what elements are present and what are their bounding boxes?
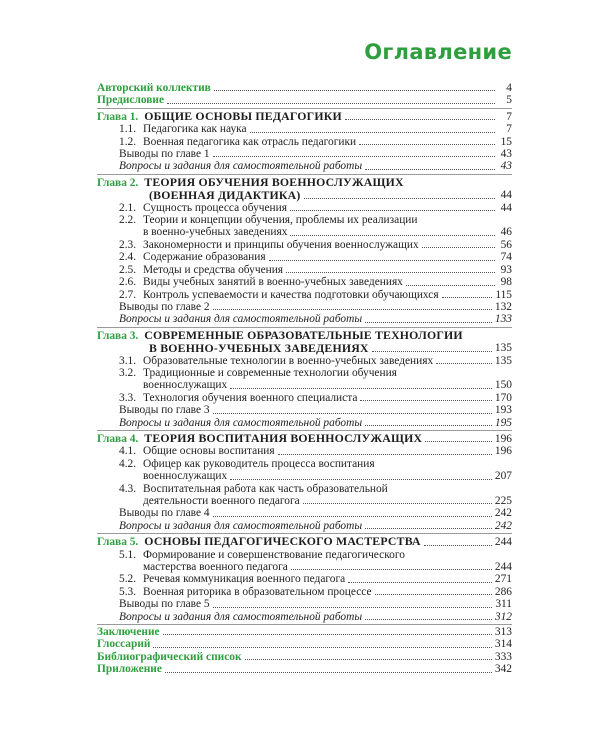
section-number: 4.2. xyxy=(119,457,137,470)
chapter-number: Глава 4. xyxy=(97,432,139,445)
page-number: 150 xyxy=(494,379,512,392)
toc-summary[interactable] xyxy=(97,148,512,160)
toc-summary[interactable] xyxy=(97,404,512,416)
section-number: 1.2. xyxy=(119,135,137,148)
leader-dots xyxy=(230,388,492,389)
entry-label: Приложение xyxy=(97,663,162,676)
summary-label: Выводы по главе 3 xyxy=(119,404,210,417)
toc-summary[interactable] xyxy=(97,507,512,519)
entry-label: Предисловие xyxy=(97,94,165,107)
page-number: 43 xyxy=(500,160,512,173)
chapter-title: ОБЩИЕ ОСНОВЫ ПЕДАГОГИКИ xyxy=(144,108,342,123)
page-number: 135 xyxy=(494,342,512,355)
toc-chapter-4[interactable] xyxy=(97,432,512,445)
leader-dots xyxy=(213,413,492,414)
questions-label: Вопросы и задания для самостоятельной работы xyxy=(119,519,363,532)
leader-dots xyxy=(250,132,495,133)
leader-dots xyxy=(365,528,492,529)
leader-dots xyxy=(213,309,492,310)
entry-label: Заключение xyxy=(97,626,160,639)
toc-section[interactable] xyxy=(97,136,512,148)
toc-questions[interactable] xyxy=(97,520,512,532)
toc-entry-glossary[interactable] xyxy=(97,638,512,650)
page-number: 43 xyxy=(500,148,512,161)
leader-dots xyxy=(213,516,492,517)
leader-dots xyxy=(290,210,495,211)
page-number: 44 xyxy=(500,189,512,202)
section-title-cont: мастерства военного педагога xyxy=(143,561,288,574)
section-number: 3.2. xyxy=(119,366,137,379)
page-number: 170 xyxy=(494,391,512,404)
toc-questions[interactable] xyxy=(97,160,512,172)
page-number: 196 xyxy=(494,445,512,458)
divider xyxy=(97,624,512,625)
page-number: 132 xyxy=(494,300,512,313)
toc-section[interactable] xyxy=(97,251,512,263)
leader-dots xyxy=(214,90,495,91)
page-number: 46 xyxy=(500,226,512,239)
page-number: 313 xyxy=(494,626,512,639)
section-number: 2.3. xyxy=(119,238,137,251)
leader-dots xyxy=(345,119,495,120)
page-number: 242 xyxy=(494,519,512,532)
section-title: Контроль успеваемости и качества подготовки обучающихся xyxy=(143,288,439,301)
section-number: 2.7. xyxy=(119,288,137,301)
toc-section[interactable] xyxy=(97,392,512,404)
page-number: 225 xyxy=(494,495,512,507)
toc-section[interactable] xyxy=(97,123,512,135)
entry-label: Авторский коллектив xyxy=(97,82,211,94)
section-title-cont: военнослужащих xyxy=(143,379,228,392)
section-title: Содержание образования xyxy=(143,251,266,264)
chapter-4-block xyxy=(97,430,512,532)
chapter-number: Глава 2. xyxy=(97,176,139,189)
leader-dots xyxy=(245,659,492,660)
page-number: 242 xyxy=(494,507,512,520)
summary-label: Выводы по главе 4 xyxy=(119,507,210,520)
section-number: 4.3. xyxy=(119,482,137,495)
chapter-title-cont: (ВОЕННАЯ ДИДАКТИКА) xyxy=(149,188,301,203)
page-number: 244 xyxy=(494,561,512,574)
section-title: Общие основы воспитания xyxy=(143,445,275,458)
section-title: Формирование и совершенствование педагогического xyxy=(143,548,405,561)
page-number: 311 xyxy=(495,598,512,611)
section-number: 3.1. xyxy=(119,354,137,367)
toc-chapter-2[interactable] xyxy=(97,176,512,189)
leader-dots xyxy=(213,156,495,157)
summary-label: Выводы по главе 2 xyxy=(119,300,210,313)
section-title: Сущность процесса обучения xyxy=(143,201,287,214)
chapter-title: ТЕОРИЯ ВОСПИТАНИЯ ВОЕННОСЛУЖАЩИХ xyxy=(144,430,423,445)
page-number: 135 xyxy=(494,354,512,367)
section-number: 3.3. xyxy=(119,391,137,404)
page-number: 133 xyxy=(494,313,512,326)
leader-dots xyxy=(303,503,492,504)
section-title: Образовательные технологии в военно-учебных заведениях xyxy=(143,354,434,367)
page-number: 56 xyxy=(500,238,512,251)
page-number: 4 xyxy=(506,82,512,94)
toc-section[interactable] xyxy=(97,483,512,495)
chapter-title-cont: В ВОЕННО-УЧЕБНЫХ ЗАВЕДЕНИЯХ xyxy=(149,341,369,356)
page-number: 44 xyxy=(500,201,512,214)
toc-section[interactable] xyxy=(97,355,512,367)
leader-dots xyxy=(304,198,495,199)
page-number: 15 xyxy=(500,135,512,148)
toc-section-cont[interactable] xyxy=(97,226,512,238)
leader-dots xyxy=(269,260,495,261)
page-number: 312 xyxy=(494,610,512,623)
toc-chapter-1[interactable] xyxy=(97,110,512,123)
leader-dots xyxy=(290,235,495,236)
leader-dots xyxy=(406,285,495,286)
toc-section-cont[interactable] xyxy=(97,495,512,507)
leader-dots xyxy=(365,619,492,620)
leader-dots xyxy=(365,425,492,426)
chapter-3-block xyxy=(97,327,512,429)
section-title: Военная педагогика как отрасль педагогики xyxy=(143,135,357,148)
section-title: Виды учебных занятий в военно-учебных заведениях xyxy=(143,276,403,289)
leader-dots xyxy=(348,582,492,583)
toc-section[interactable] xyxy=(97,586,512,598)
section-title-cont: деятельности военного педагога xyxy=(143,495,300,507)
toc-section[interactable] xyxy=(97,573,512,585)
section-number: 2.2. xyxy=(119,214,137,227)
section-number: 1.1. xyxy=(119,123,137,136)
toc-entry-bibliography[interactable] xyxy=(97,651,512,663)
page-number: 196 xyxy=(494,432,512,445)
section-title: Офицер как руководитель процесса воспитания xyxy=(143,457,375,470)
leader-dots xyxy=(359,144,495,145)
toc-list xyxy=(97,82,512,676)
questions-label: Вопросы и задания для самостоятельной работы xyxy=(119,160,363,173)
questions-label: Вопросы и задания для самостоятельной работы xyxy=(119,416,363,429)
toc-chapter-3-cont[interactable] xyxy=(97,342,512,354)
leader-dots xyxy=(167,103,495,104)
section-title-cont: военнослужащих xyxy=(143,470,228,483)
page-number: 5 xyxy=(506,94,512,107)
entry-label: Глоссарий xyxy=(97,638,151,651)
section-number: 5.3. xyxy=(119,585,137,598)
toc-section[interactable] xyxy=(97,549,512,561)
toc-section[interactable] xyxy=(97,202,512,214)
leader-dots xyxy=(360,400,492,401)
section-number: 2.5. xyxy=(119,263,137,276)
leader-dots xyxy=(213,607,493,608)
questions-label: Вопросы и задания для самостоятельной работы xyxy=(119,610,363,623)
toc-section[interactable] xyxy=(97,264,512,276)
toc-title: Оглавление xyxy=(364,40,512,64)
leader-dots xyxy=(165,672,492,673)
leader-dots xyxy=(425,441,492,442)
toc-entry-conclusion[interactable] xyxy=(97,626,512,638)
leader-dots xyxy=(365,169,495,170)
leader-dots xyxy=(163,634,492,635)
chapter-title: ОСНОВЫ ПЕДАГОГИЧЕСКОГО МАСТЕРСТВА xyxy=(144,534,421,549)
toc-section[interactable] xyxy=(97,367,512,379)
section-title: Воспитательная работа как часть образовательной xyxy=(143,482,388,495)
chapter-number: Глава 5. xyxy=(97,536,139,549)
chapter-1-block xyxy=(97,108,512,173)
toc-section-cont[interactable] xyxy=(97,379,512,391)
page-number: 7 xyxy=(506,110,512,123)
page-number: 74 xyxy=(500,251,512,264)
section-title: Традиционные и современные технологии обучения xyxy=(143,366,397,379)
summary-label: Выводы по главе 5 xyxy=(119,598,210,611)
toc-entry-authors[interactable] xyxy=(97,82,512,94)
toc-section[interactable] xyxy=(97,276,512,288)
page-number: 98 xyxy=(500,276,512,289)
toc-entry-appendix[interactable] xyxy=(97,663,512,675)
chapter-2-block xyxy=(97,174,512,326)
page-number: 286 xyxy=(494,585,512,598)
toc-section[interactable] xyxy=(97,458,512,470)
chapter-number: Глава 3. xyxy=(97,329,139,342)
chapter-title: ТЕОРИЯ ОБУЧЕНИЯ ВОЕННОСЛУЖАЩИХ xyxy=(144,174,404,189)
page-number: 7 xyxy=(506,123,512,136)
leader-dots xyxy=(291,569,492,570)
leader-dots xyxy=(422,247,495,248)
entry-label: Библиографический список xyxy=(97,650,242,663)
page-number: 333 xyxy=(494,650,512,663)
toc-section[interactable] xyxy=(97,214,512,226)
section-number: 5.2. xyxy=(119,573,137,586)
section-title: Педагогика как наука xyxy=(143,123,247,136)
leader-dots xyxy=(365,322,492,323)
page-number: 195 xyxy=(494,416,512,429)
page-number: 342 xyxy=(494,663,512,676)
section-title: Закономерности и принципы обучения военнослужащих xyxy=(143,238,419,251)
toc-questions[interactable] xyxy=(97,417,512,429)
toc-chapter-3[interactable] xyxy=(97,329,512,342)
toc-section[interactable] xyxy=(97,239,512,251)
page-number: 93 xyxy=(500,263,512,276)
chapter-title: СОВРЕМЕННЫЕ ОБРАЗОВАТЕЛЬНЫЕ ТЕХНОЛОГИИ xyxy=(144,327,463,342)
leader-dots xyxy=(153,647,491,648)
section-title: Методы и средства обучения xyxy=(143,263,284,276)
page-number: 115 xyxy=(495,288,512,301)
page-number: 271 xyxy=(494,573,512,586)
section-title-cont: в военно-учебных заведениях xyxy=(143,226,288,239)
leader-dots xyxy=(375,594,492,595)
page-number: 207 xyxy=(494,470,512,483)
section-number: 5.1. xyxy=(119,548,137,561)
toc-summary[interactable] xyxy=(97,598,512,610)
page-number: 193 xyxy=(494,404,512,417)
questions-label: Вопросы и задания для самостоятельной работы xyxy=(119,313,363,326)
chapter-number: Глава 1. xyxy=(97,110,139,123)
toc-section[interactable] xyxy=(97,445,512,457)
page-number: 244 xyxy=(494,536,512,549)
leader-dots xyxy=(286,272,495,273)
leader-dots xyxy=(442,297,493,298)
section-title: Теории и концепции обучения, проблемы их реализации xyxy=(143,214,418,227)
toc-section-cont[interactable] xyxy=(97,561,512,573)
leader-dots xyxy=(372,351,492,352)
leader-dots xyxy=(424,545,492,546)
section-number: 2.4. xyxy=(119,251,137,264)
summary-label: Выводы по главе 1 xyxy=(119,148,210,161)
section-title: Технология обучения военного специалиста xyxy=(143,391,358,404)
leader-dots xyxy=(230,479,492,480)
section-number: 2.1. xyxy=(119,201,137,214)
page-number: 314 xyxy=(494,638,512,651)
toc-entry-preface[interactable] xyxy=(97,94,512,106)
section-number: 4.1. xyxy=(119,445,137,458)
toc-section[interactable] xyxy=(97,289,512,301)
toc-chapter-2-cont[interactable] xyxy=(97,189,512,201)
chapter-5-block xyxy=(97,533,512,623)
toc-summary[interactable] xyxy=(97,301,512,313)
toc-chapter-5[interactable] xyxy=(97,535,512,548)
toc-questions[interactable] xyxy=(97,313,512,325)
toc-section-cont[interactable] xyxy=(97,470,512,482)
leader-dots xyxy=(436,363,492,364)
toc-questions[interactable] xyxy=(97,611,512,623)
leader-dots xyxy=(278,454,492,455)
section-title: Военная риторика в образовательном процессе xyxy=(143,585,372,598)
section-title: Речевая коммуникация военного педагога xyxy=(143,573,346,586)
section-number: 2.6. xyxy=(119,276,137,289)
